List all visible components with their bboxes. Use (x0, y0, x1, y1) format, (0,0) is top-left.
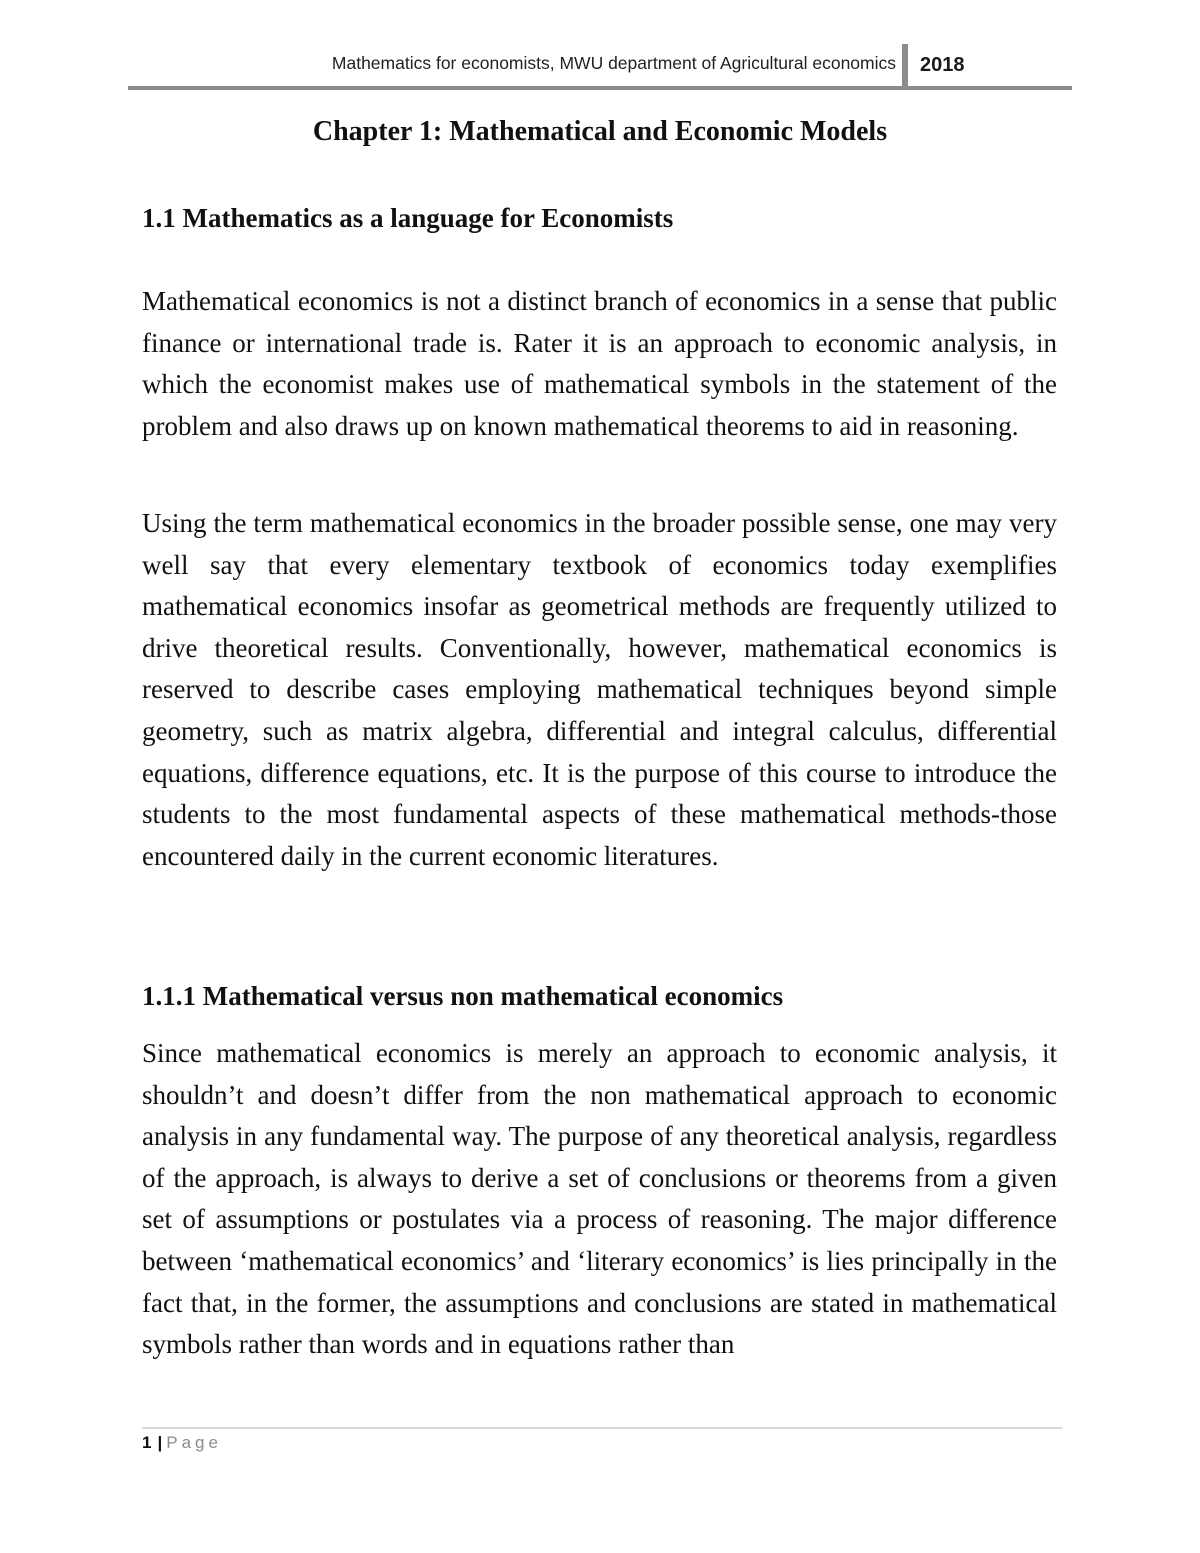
header-year: 2018 (920, 54, 965, 76)
header-divider (902, 44, 908, 88)
header-rule (128, 86, 1072, 90)
footer-separator: | (157, 1433, 163, 1452)
footer-page-label: Page (166, 1433, 222, 1452)
page-header (128, 44, 1072, 88)
paragraph-2: Using the term mathematical economics in the broader possible sense, one may very well say that every elementary textbook of economics today exemplifies mathematical economics insofar as geometrical methods are frequently utilized to drive theoretical results. Conventionally, however, mathematical economics is reserved to describe cases employing mathematical techniques beyond simple geometry, such as matrix algebra, differential and integral calculus, differential equations, difference equations, etc. It is the purpose of this course to introduce the students to the most fundamental aspects of these mathematical methods-those encountered daily in the current economic literatures. (142, 508, 1057, 871)
section-heading-1-1: 1.1 Mathematics as a language for Economists (142, 203, 674, 233)
chapter-title: Chapter 1: Mathematical and Economic Models (312, 116, 888, 147)
header-title: Mathematics for economists, MWU department of Agricultural economics (331, 53, 896, 73)
footer-rule (142, 1427, 1062, 1429)
footer-page-number: 1 (142, 1433, 152, 1452)
page-footer (142, 1433, 222, 1453)
section-heading-1-1-1: 1.1.1 Mathematical versus non mathematical economics (142, 981, 784, 1011)
paragraph-1: Mathematical economics is not a distinct branch of economics in a sense that public finance or international trade is. Rater it is an approach to economic analysis, in which the economist makes use of mathematical symbols in the statement of the problem and also draws up on known mathematical theorems to aid in reasoning. (142, 286, 1057, 441)
paragraph-3: Since mathematical economics is merely an approach to economic analysis, it shouldn’t and doesn’t differ from the non mathematical approach to economic analysis in any fundamental way. The purpose of any theoretical analysis, regardless of the approach, is always to derive a set of conclusions or theorems from a given set of assumptions or postulates via a process of reasoning. The major difference between ‘mathematical economics’ and ‘literary economics’ is lies principally in the fact that, in the former, the assumptions and conclusions are stated in mathematical symbols rather than words and in equations rather than (142, 1038, 1057, 1360)
